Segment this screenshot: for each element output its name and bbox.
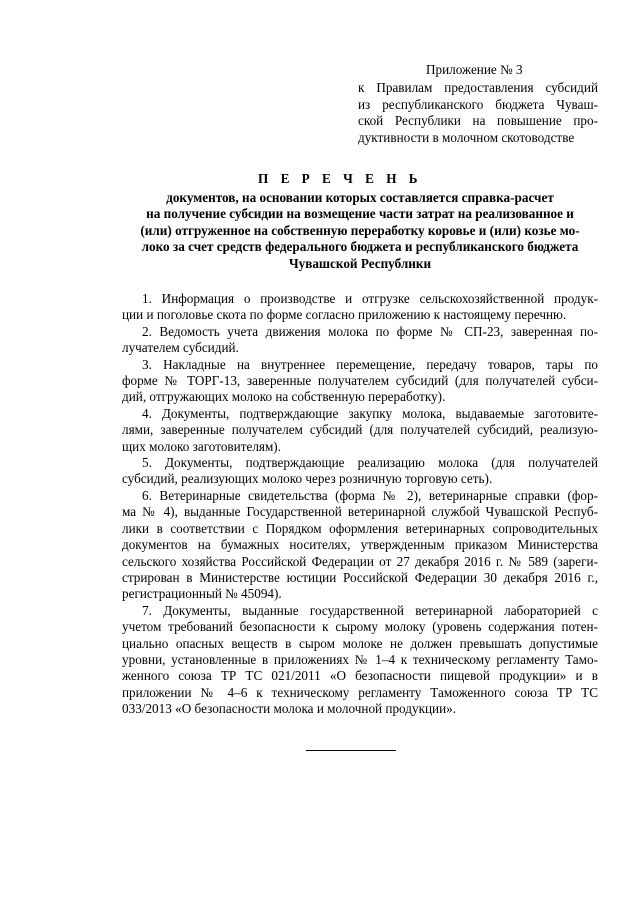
paragraph-line: 2. Ведомость учета движения молока по форме № СП-23, заверенная по- xyxy=(142,323,598,339)
paragraph-line: лучателем субсидий. xyxy=(122,340,239,356)
paragraph-line: сельского хозяйства Российской Федерации от 27 декабря 2016 г. № 589 (зареги- xyxy=(122,553,598,569)
subtitle-line: документов, на основании которых составляется справка-расчет xyxy=(166,190,554,205)
paragraph-line: женного союза ТР ТС 021/2011 «О безопасности пищевой продукции» и в xyxy=(122,668,598,684)
paragraph-line: 6. Ветеринарные свидетельства (форма № 2), ветеринарные справки (фор- xyxy=(142,487,598,503)
end-rule xyxy=(306,750,396,751)
document-title: П Е Р Е Ч Е Н Ь xyxy=(258,171,422,186)
appendix-header xyxy=(358,62,598,146)
paragraph-line: стрирован в Министерстве юстиции Российской Федерации 30 декабря 2016 г., xyxy=(122,569,598,585)
paragraph-line: лики в соответствии с Порядком оформления ветеринарных сопроводительных xyxy=(122,520,598,536)
paragraph-line: 3. Накладные на внутреннее перемещение, передачу товаров, тары по xyxy=(142,356,598,372)
paragraph-line: 4. Документы, подтверждающие закупку молока, выдаваемые заготовите- xyxy=(142,405,598,421)
document-subtitle xyxy=(120,190,600,272)
paragraph-line: щих молоко заготовителям). xyxy=(122,438,281,454)
paragraph-line: уровни, установленные в приложениях № 1–4 к техническому регламенту Тамо- xyxy=(122,651,598,667)
paragraph-line: 033/2013 «О безопасности молока и молочной продукции». xyxy=(122,701,457,717)
subtitle-line: Чувашской Республики xyxy=(288,255,432,271)
list-item-5 xyxy=(122,455,598,488)
paragraph-line: 7. Документы, выданные государственной ветеринарной лабораторией с xyxy=(142,602,598,618)
document-body xyxy=(122,291,598,718)
paragraph-line: циально опасных веществ в сыром молоке не должен превышать допустимые xyxy=(122,635,598,651)
list-item-7 xyxy=(122,603,598,718)
paragraph-line: приложении № 4–6 к техническому регламенту Таможенного союза ТР ТС xyxy=(122,684,598,700)
paragraph-line: лями, заверенные получателем субсидий (для получателей субсидий, реализую- xyxy=(122,422,598,438)
subtitle-line: (или) отгруженное на собственную переработку коровье и (или) козье мо- xyxy=(140,222,580,238)
paragraph-line: документов на бумажных носителях, утвержденным приказом Министерства xyxy=(122,537,598,553)
paragraph-line: форме № ТОРГ-13, заверенные получателем субсидий (для получателей субси- xyxy=(122,373,598,389)
appendix-line: дуктивности в молочном скотоводстве xyxy=(358,129,575,145)
paragraph-line: регистрационный № 45094). xyxy=(122,586,282,602)
list-item-2 xyxy=(122,324,598,357)
appendix-number: Приложение № 3 xyxy=(426,62,523,77)
paragraph-line: 5. Документы, подтверждающие реализацию молока (для получателей xyxy=(142,455,598,471)
appendix-line: к Правилам предоставления субсидий xyxy=(358,80,598,96)
paragraph-line: ма № 4), выданные Государственной ветеринарной службой Чувашской Респуб- xyxy=(122,504,598,520)
paragraph-line: ции и поголовье скота по форме согласно приложению к настоящему перечню. xyxy=(122,307,567,323)
paragraph-line: дий, отгружающих молоко на собственную переработку). xyxy=(122,389,446,405)
appendix-line: из республиканского бюджета Чуваш- xyxy=(358,96,598,112)
list-item-6 xyxy=(122,488,598,603)
paragraph-line: субсидий, реализующих молоко через розничную торговую сеть). xyxy=(122,471,493,487)
subtitle-line: на получение субсидии на возмещение части затрат на реализованное и xyxy=(146,206,574,222)
subtitle-line: локо за счет средств федерального бюджета и республиканского бюджета xyxy=(141,239,579,255)
list-item-4 xyxy=(122,406,598,455)
list-item-3 xyxy=(122,357,598,406)
list-item-1 xyxy=(122,291,598,324)
paragraph-line: 1. Информация о производстве и отгрузке сельскохозяйственной продук- xyxy=(142,291,598,306)
appendix-line: ской Республики на повышение про- xyxy=(358,113,598,129)
paragraph-line: учетом требований безопасности к сырому молоку (уровень содержания потен- xyxy=(122,619,598,635)
